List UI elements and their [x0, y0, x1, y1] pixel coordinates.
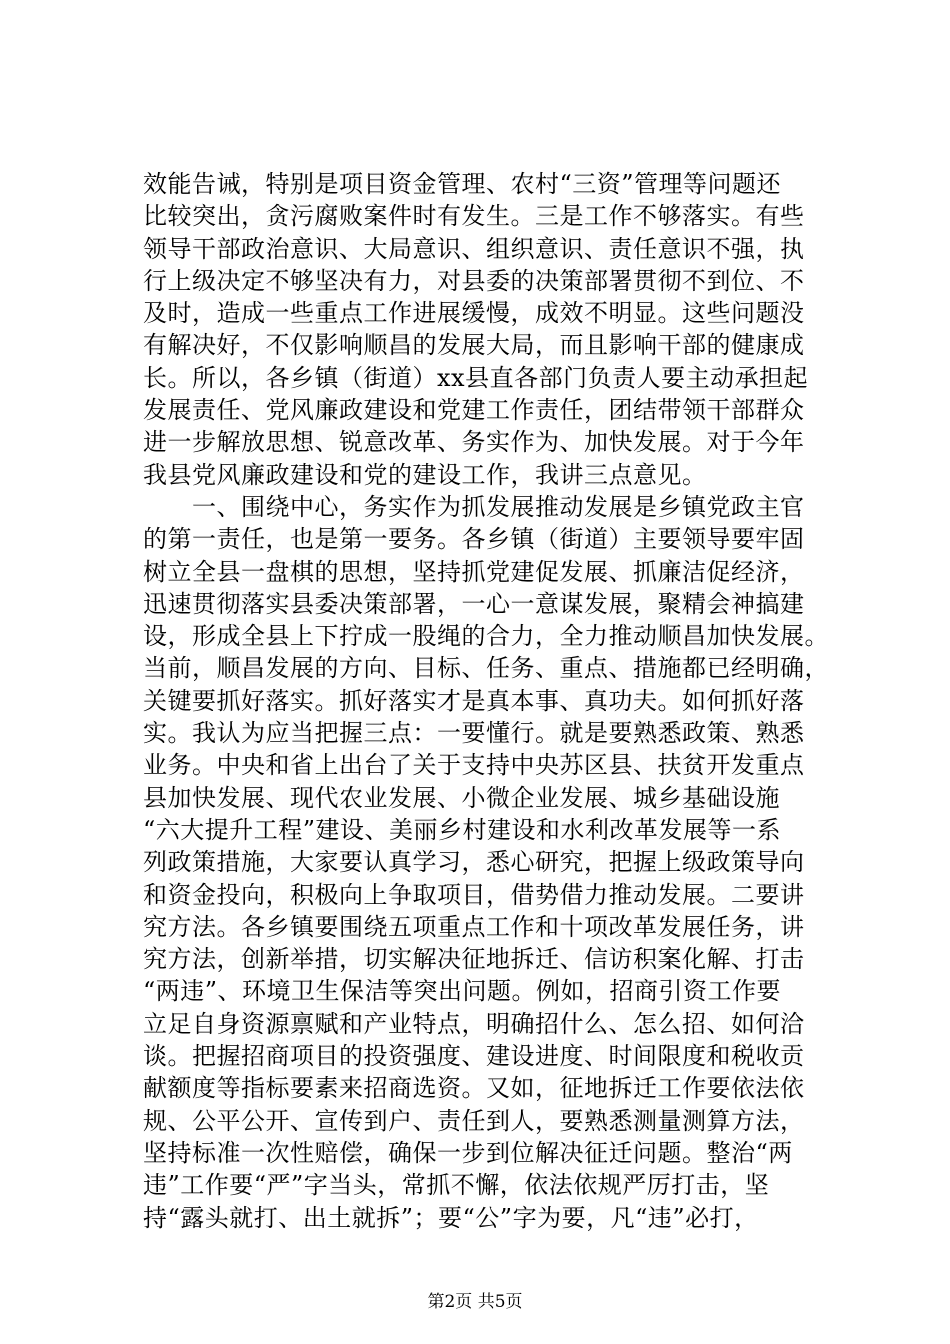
text-line: “六大提升工程”建设、美丽乡村建设和水利改革发展等一系 — [143, 815, 782, 844]
text-line: 和资金投向，积极向上争取项目，借势借力推动发展。二要讲 — [143, 880, 805, 909]
text-line: 进一步解放思想、锐意改革、务实作为、加快发展。对于今年 — [143, 428, 805, 457]
text-line: 我县党风廉政建设和党的建设工作，我讲三点意见。 — [143, 460, 707, 489]
text-line: 树立全县一盘棋的思想，坚持抓党建促发展、抓廉洁促经济， — [143, 557, 805, 586]
text-line: 立足自身资源禀赋和产业特点，明确招什么、怎么招、如何洽 — [143, 1009, 805, 1038]
text-line: 行上级决定不够坚决有力，对县委的决策部署贯彻不到位、不 — [143, 266, 805, 295]
text-line: 发展责任、党风廉政建设和党建工作责任，团结带领干部群众 — [143, 396, 805, 425]
text-line: 实。我认为应当把握三点：一要懂行。就是要熟悉政策、熟悉 — [143, 719, 805, 748]
text-line: 设，形成全县上下拧成一股绳的合力，全力推动顺昌加快发展。 — [143, 622, 829, 651]
text-line: 比较突出，贪污腐败案件时有发生。三是工作不够落实。有些 — [143, 202, 805, 231]
text-line: 业务。中央和省上出台了关于支持中央苏区县、扶贫开发重点 — [143, 751, 805, 780]
body-text — [143, 168, 833, 1234]
text-line: “两违”、环境卫生保洁等突出问题。例如，招商引资工作要 — [143, 977, 782, 1006]
page-footer: 第2页 共5页 — [427, 1292, 523, 1312]
text-line: 县加快发展、现代农业发展、小微企业发展、城乡基础设施 — [143, 783, 780, 812]
text-line: 领导干部政治意识、大局意识、组织意识、责任意识不强，执 — [143, 234, 805, 263]
text-line: 一、围绕中心，务实作为抓发展推动发展是乡镇党政主官 — [143, 492, 805, 521]
text-line: 关键要抓好落实。抓好落实才是真本事、真功夫。如何抓好落 — [143, 686, 805, 715]
text-line: 列政策措施，大家要认真学习，悉心研究，把握上级政策导向 — [143, 848, 805, 877]
text-line: 献额度等指标要素来招商选资。又如，征地拆迁工作要依法依 — [143, 1074, 805, 1103]
text-line: 效能告诫，特别是项目资金管理、农村“三资”管理等问题还 — [143, 170, 782, 198]
text-line: 长。所以，各乡镇（街道）xx县直各部门负责人要主动承担起 — [143, 363, 809, 392]
text-line: 有解决好，不仅影响顺昌的发展大局，而且影响干部的健康成 — [143, 331, 805, 360]
text-line: 究方法。各乡镇要围绕五项重点工作和十项改革发展任务，讲 — [143, 912, 805, 941]
text-line: 持“露头就打、出土就拆”；要“公”字为要，凡“违”必打， — [143, 1203, 759, 1232]
text-line: 究方法，创新举措，切实解决征地拆迁、信访积案化解、打击 — [143, 945, 805, 974]
text-line: 当前，顺昌发展的方向、目标、任务、重点、措施都已经明确， — [143, 654, 829, 683]
text-line: 谈。把握招商项目的投资强度、建设进度、时间限度和税收贡 — [143, 1042, 805, 1071]
text-line: 规、公平公开、宣传到户、责任到人，要熟悉测量测算方法， — [143, 1106, 805, 1135]
text-line: 违”工作要“严”字当头，常抓不懈，依法依规严厉打击，坚 — [143, 1171, 770, 1200]
text-line: 迅速贯彻落实县委决策部署，一心一意谋发展，聚精会神搞建 — [143, 589, 805, 618]
text-line: 及时，造成一些重点工作进展缓慢，成效不明显。这些问题没 — [143, 299, 805, 328]
text-line: 坚持标准一次性赔偿，确保一步到位解决征迁问题。整治“两 — [143, 1138, 793, 1167]
text-line: 的第一责任，也是第一要务。各乡镇（街道）主要领导要牢固 — [143, 525, 805, 554]
